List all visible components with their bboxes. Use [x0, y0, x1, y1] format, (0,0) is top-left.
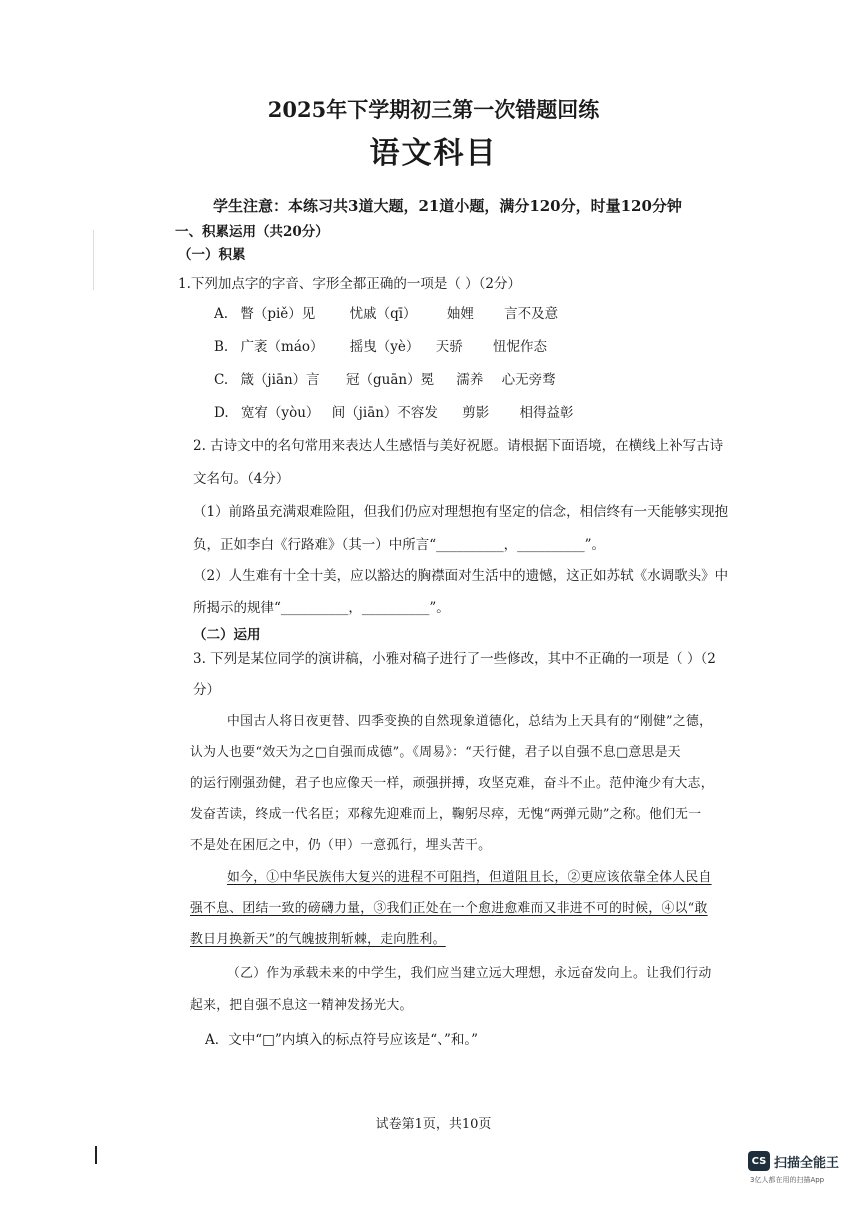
option-label: C. [214, 372, 229, 388]
option-item: 箴（jiān）言 [240, 372, 320, 388]
passage-line: 认为人也要“效天为之□自强而成德”。《周易》：“天行健，君子以自强不息□意思是天 [190, 745, 681, 760]
option-item: 间（jiān）不容发 [331, 405, 438, 421]
subject-title: 语文科目 [369, 136, 498, 171]
section-heading: 一、积累运用（共20分） [175, 224, 329, 240]
q1-option-c [214, 368, 556, 388]
subsection-application: （二）运用 [193, 627, 261, 643]
q1-option-b [214, 335, 547, 355]
passage-line: 的运行刚强劲健，君子也应像天一样，顽强拼搏，攻坚克难，奋斗不止。范仲淹少有大志， [190, 776, 714, 791]
option-item: 天骄 [435, 339, 463, 355]
page-footer: 试卷第1页，共10页 [375, 1117, 492, 1132]
q2-part2-line1: （2）人生难有十全十美，应以豁达的胸襟面对生活中的遗憾，这正如苏轼《水调歌头》中 [193, 568, 729, 584]
camscanner-icon: CS [748, 1151, 770, 1171]
option-item: 妯娌 [446, 306, 474, 322]
passage-line-underlined: 教日月换新天”的气魄披荆斩棘，走向胜利。 [190, 932, 446, 947]
option-label: B. [214, 339, 229, 355]
passage-line-underlined: 强不息、团结一致的磅礴力量，③我们正处在一个愈进愈难而又非进不可的时候，④以“敢 [190, 901, 708, 916]
student-notice: 学生注意：本练习共3道大题，21道小题，满分120分，时量120分钟 [213, 197, 682, 215]
option-item: 摇曳（yè） [349, 339, 420, 355]
q2-stem-line2: 文名句。（4分） [193, 471, 290, 487]
q2-part1-line1: （1）前路虽充满艰难险阻，但我们仍应对理想抱有坚定的信念，相信终有一天能够实现抱 [193, 504, 729, 520]
q3-stem-line2: 分） [193, 682, 220, 698]
q2-part1-line2: 负，正如李白《行路难》（其一）中所言“__________，__________”。 [193, 537, 606, 553]
option-item: 相得益彰 [519, 405, 574, 421]
passage-line: 中国古人将日夜更替、四季变换的自然现象道德化，总结为上天具有的“刚健”之德， [227, 714, 713, 729]
passage-line: 发奋苦读，终成一代名臣；邓稼先迎难而上，鞠躬尽瘁，无愧“两弹元勋”之称。他们无一 [190, 807, 702, 822]
option-label: D. [214, 405, 229, 421]
option-item: 濡养 [456, 372, 484, 388]
option-item: 心无旁骛 [501, 372, 556, 388]
q2-stem-line1: 2. 古诗文中的名句常用来表达人生感悟与美好祝愿。请根据下面语境，在横线上补写古诗 [193, 438, 724, 454]
q1-option-d [214, 401, 574, 421]
scanner-watermark [748, 1151, 839, 1171]
option-item: 冠（guān）冕 [345, 372, 435, 388]
q1-stem: 1.下列加点字的字音、字形全都正确的一项是（ ）（2分） [178, 276, 522, 292]
subsection-accumulation: （一）积累 [178, 247, 246, 263]
option-item: 宽宥（yòu） [240, 405, 320, 421]
q3-stem-line1: 3. 下列是某位同学的演讲稿，小雅对稿子进行了一些修改，其中不正确的一项是（ ）（2 [193, 651, 716, 667]
passage-line-underlined: 如今，①中华民族伟大复兴的进程不可阻挡，但道阻且长，②更应该依靠全体人民自 [227, 870, 712, 885]
passage-line: （乙）作为承载未来的中学生，我们应当建立远大理想，永远奋发向上。让我们行动 [227, 966, 712, 981]
option-item: 忧戚（qī） [349, 306, 417, 322]
q2-part2-line2: 所揭示的规律“__________，__________”。 [193, 600, 450, 616]
exam-title: 2025年下学期初三第一次错题回练 [267, 97, 600, 122]
watermark-name: 扫描全能王 [774, 1155, 840, 1171]
q3-option-a: A．文中“□”内填入的标点符号应该是“、”和。” [205, 1032, 479, 1048]
watermark-tagline: 3亿人都在用的扫描App [750, 1176, 825, 1184]
option-item: 瞥（piě）见 [240, 306, 316, 322]
passage-line: 起来，把自强不息这一精神发扬光大。 [190, 998, 413, 1013]
option-item: 广袤（máo） [240, 339, 324, 355]
option-item: 言不及意 [504, 306, 559, 322]
margin-mark [95, 1146, 97, 1164]
option-item: 剪影 [462, 405, 490, 421]
option-label: A. [214, 306, 229, 322]
q1-option-a [214, 302, 558, 322]
scan-artifact-line [93, 230, 94, 290]
option-item: 忸怩作态 [493, 339, 548, 355]
passage-line: 不是处在困厄之中，仍（甲）一意孤行，埋头苦干。 [190, 838, 492, 853]
